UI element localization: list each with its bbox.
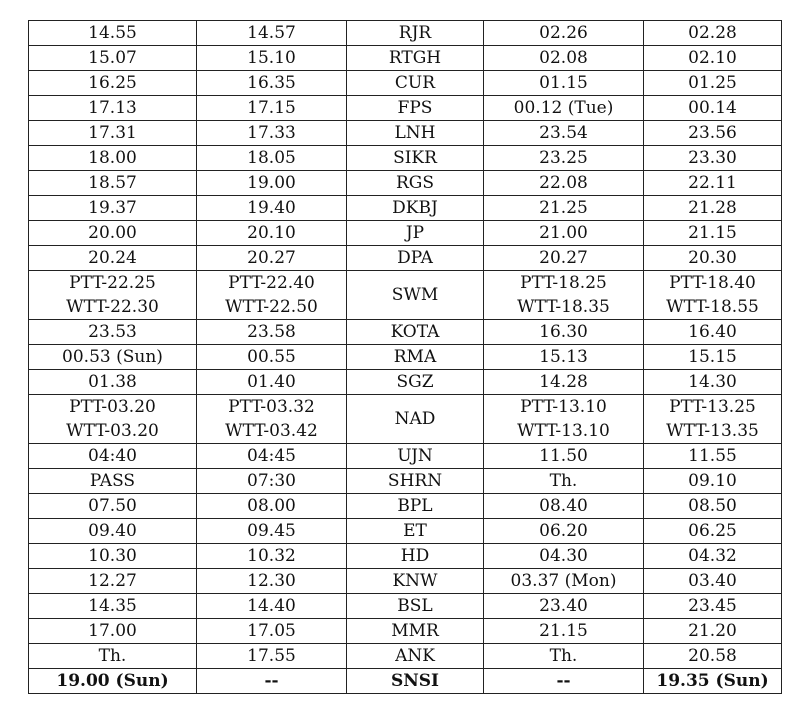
cell-station: SWM	[347, 271, 484, 320]
table-row	[29, 395, 782, 444]
table-row	[29, 196, 782, 221]
cell-arrival-down	[29, 395, 197, 444]
cell-line: PTT-22.25	[69, 273, 156, 293]
cell-departure-up: 02.28	[644, 21, 782, 46]
cell-arrival-down: 10.30	[29, 544, 197, 569]
cell-departure-up: 20.30	[644, 246, 782, 271]
cell-departure-down: 08.00	[197, 494, 347, 519]
cell-departure-down: 17.55	[197, 644, 347, 669]
cell-departure-up: 06.25	[644, 519, 782, 544]
cell-departure-down: 20.27	[197, 246, 347, 271]
cell-arrival-down: 00.53 (Sun)	[29, 345, 197, 370]
table-row	[29, 370, 782, 395]
cell-arrival-up: 23.54	[484, 121, 644, 146]
cell-departure-down: 10.32	[197, 544, 347, 569]
cell-departure-up: 00.14	[644, 96, 782, 121]
cell-arrival-up: 21.15	[484, 619, 644, 644]
cell-departure-down	[197, 395, 347, 444]
cell-arrival-down: 18.57	[29, 171, 197, 196]
cell-departure-down: 17.05	[197, 619, 347, 644]
cell-departure-down: 19.00	[197, 171, 347, 196]
cell-departure-up: 21.15	[644, 221, 782, 246]
cell-departure-up: 09.10	[644, 469, 782, 494]
cell-line: PTT-03.32	[228, 397, 315, 417]
cell-departure-down: 18.05	[197, 146, 347, 171]
cell-station: ANK	[347, 644, 484, 669]
cell-departure-up: 11.55	[644, 444, 782, 469]
cell-departure-up: 02.10	[644, 46, 782, 71]
cell-departure-down: 07:30	[197, 469, 347, 494]
cell-departure-down: --	[197, 669, 347, 694]
cell-departure-up: 23.45	[644, 594, 782, 619]
cell-departure-up: 16.40	[644, 320, 782, 345]
cell-arrival-down	[29, 271, 197, 320]
cell-line: WTT-13.10	[517, 421, 610, 441]
cell-line: WTT-22.30	[66, 297, 159, 317]
cell-arrival-up: 20.27	[484, 246, 644, 271]
cell-station: SHRN	[347, 469, 484, 494]
cell-line: WTT-03.20	[66, 421, 159, 441]
cell-arrival-down: 20.24	[29, 246, 197, 271]
cell-line: PTT-18.40	[669, 273, 756, 293]
cell-departure-down: 14.40	[197, 594, 347, 619]
table-row	[29, 569, 782, 594]
table-row	[29, 146, 782, 171]
cell-arrival-down: 17.13	[29, 96, 197, 121]
cell-arrival-up: 01.15	[484, 71, 644, 96]
cell-line: PTT-22.40	[228, 273, 315, 293]
cell-departure-down: 20.10	[197, 221, 347, 246]
cell-arrival-up: 21.00	[484, 221, 644, 246]
cell-arrival-down: 12.27	[29, 569, 197, 594]
cell-station: MMR	[347, 619, 484, 644]
cell-line: WTT-13.35	[666, 421, 759, 441]
cell-departure-up: 23.30	[644, 146, 782, 171]
cell-station: SIKR	[347, 146, 484, 171]
cell-arrival-up: --	[484, 669, 644, 694]
cell-arrival-down: 17.31	[29, 121, 197, 146]
cell-station: HD	[347, 544, 484, 569]
cell-arrival-down: 16.25	[29, 71, 197, 96]
cell-departure-down	[197, 271, 347, 320]
cell-departure-up: 19.35 (Sun)	[644, 669, 782, 694]
cell-arrival-up: 00.12 (Tue)	[484, 96, 644, 121]
cell-arrival-up: 22.08	[484, 171, 644, 196]
cell-station: RJR	[347, 21, 484, 46]
cell-arrival-down: 14.55	[29, 21, 197, 46]
table-row	[29, 644, 782, 669]
cell-arrival-up: 14.28	[484, 370, 644, 395]
cell-station: BSL	[347, 594, 484, 619]
timetable-container	[28, 20, 782, 694]
cell-departure-up: 04.32	[644, 544, 782, 569]
table-row	[29, 271, 782, 320]
cell-arrival-up	[484, 395, 644, 444]
table-row	[29, 444, 782, 469]
table-row	[29, 345, 782, 370]
cell-arrival-down: 09.40	[29, 519, 197, 544]
table-row	[29, 71, 782, 96]
cell-arrival-up: 02.08	[484, 46, 644, 71]
cell-arrival-down: 19.00 (Sun)	[29, 669, 197, 694]
cell-arrival-up: 03.37 (Mon)	[484, 569, 644, 594]
cell-departure-down: 12.30	[197, 569, 347, 594]
cell-arrival-up: 15.13	[484, 345, 644, 370]
cell-station: RTGH	[347, 46, 484, 71]
cell-departure-up	[644, 395, 782, 444]
table-row	[29, 494, 782, 519]
cell-arrival-up: 11.50	[484, 444, 644, 469]
cell-arrival-up: 21.25	[484, 196, 644, 221]
cell-departure-up: 22.11	[644, 171, 782, 196]
table-row	[29, 619, 782, 644]
cell-departure-down: 04:45	[197, 444, 347, 469]
cell-departure-down: 23.58	[197, 320, 347, 345]
cell-departure-down: 01.40	[197, 370, 347, 395]
cell-departure-up: 01.25	[644, 71, 782, 96]
cell-departure-up: 21.20	[644, 619, 782, 644]
table-row	[29, 519, 782, 544]
cell-line: WTT-22.50	[225, 297, 318, 317]
cell-station: KNW	[347, 569, 484, 594]
cell-arrival-down: 19.37	[29, 196, 197, 221]
cell-departure-down: 19.40	[197, 196, 347, 221]
cell-station: NAD	[347, 395, 484, 444]
cell-arrival-up: 02.26	[484, 21, 644, 46]
cell-departure-down: 00.55	[197, 345, 347, 370]
cell-arrival-up: 23.40	[484, 594, 644, 619]
cell-departure-up: 20.58	[644, 644, 782, 669]
cell-line: WTT-03.42	[225, 421, 318, 441]
cell-arrival-down: 17.00	[29, 619, 197, 644]
table-row	[29, 246, 782, 271]
cell-station: ET	[347, 519, 484, 544]
cell-arrival-up: 16.30	[484, 320, 644, 345]
cell-arrival-down: 15.07	[29, 46, 197, 71]
table-row	[29, 96, 782, 121]
cell-departure-down: 14.57	[197, 21, 347, 46]
cell-station: KOTA	[347, 320, 484, 345]
table-row-final	[29, 669, 782, 694]
cell-station: FPS	[347, 96, 484, 121]
cell-departure-up: 23.56	[644, 121, 782, 146]
table-row	[29, 46, 782, 71]
cell-line: PTT-03.20	[69, 397, 156, 417]
cell-departure-down: 17.15	[197, 96, 347, 121]
cell-station: RGS	[347, 171, 484, 196]
cell-line: WTT-18.35	[517, 297, 610, 317]
cell-line: WTT-18.55	[666, 297, 759, 317]
cell-station: DKBJ	[347, 196, 484, 221]
cell-arrival-down: 04:40	[29, 444, 197, 469]
cell-departure-up: 03.40	[644, 569, 782, 594]
cell-station: CUR	[347, 71, 484, 96]
cell-arrival-down: 01.38	[29, 370, 197, 395]
cell-departure-up: 15.15	[644, 345, 782, 370]
cell-departure-up	[644, 271, 782, 320]
cell-station: RMA	[347, 345, 484, 370]
cell-arrival-down: 20.00	[29, 221, 197, 246]
cell-departure-down: 17.33	[197, 121, 347, 146]
cell-station: SNSI	[347, 669, 484, 694]
table-row	[29, 21, 782, 46]
cell-arrival-down: 23.53	[29, 320, 197, 345]
cell-station: DPA	[347, 246, 484, 271]
cell-arrival-up: Th.	[484, 469, 644, 494]
table-row	[29, 544, 782, 569]
cell-arrival-up: 04.30	[484, 544, 644, 569]
cell-departure-down: 16.35	[197, 71, 347, 96]
cell-departure-up: 08.50	[644, 494, 782, 519]
cell-arrival-up: Th.	[484, 644, 644, 669]
table-row	[29, 594, 782, 619]
table-row	[29, 171, 782, 196]
cell-station: SGZ	[347, 370, 484, 395]
cell-arrival-down: 07.50	[29, 494, 197, 519]
cell-arrival-down: Th.	[29, 644, 197, 669]
cell-arrival-up: 06.20	[484, 519, 644, 544]
table-row	[29, 121, 782, 146]
cell-arrival-down: 14.35	[29, 594, 197, 619]
cell-departure-down: 15.10	[197, 46, 347, 71]
cell-departure-up: 14.30	[644, 370, 782, 395]
cell-arrival-up	[484, 271, 644, 320]
table-row	[29, 469, 782, 494]
cell-station: JP	[347, 221, 484, 246]
cell-line: PTT-13.25	[669, 397, 756, 417]
cell-arrival-down: PASS	[29, 469, 197, 494]
cell-arrival-up: 08.40	[484, 494, 644, 519]
table-row	[29, 320, 782, 345]
cell-station: UJN	[347, 444, 484, 469]
cell-station: LNH	[347, 121, 484, 146]
cell-station: BPL	[347, 494, 484, 519]
cell-departure-down: 09.45	[197, 519, 347, 544]
train-timetable	[28, 20, 782, 694]
cell-departure-up: 21.28	[644, 196, 782, 221]
cell-arrival-up: 23.25	[484, 146, 644, 171]
cell-line: PTT-13.10	[520, 397, 607, 417]
cell-line: PTT-18.25	[520, 273, 607, 293]
table-row	[29, 221, 782, 246]
cell-arrival-down: 18.00	[29, 146, 197, 171]
timetable-body	[29, 21, 782, 694]
